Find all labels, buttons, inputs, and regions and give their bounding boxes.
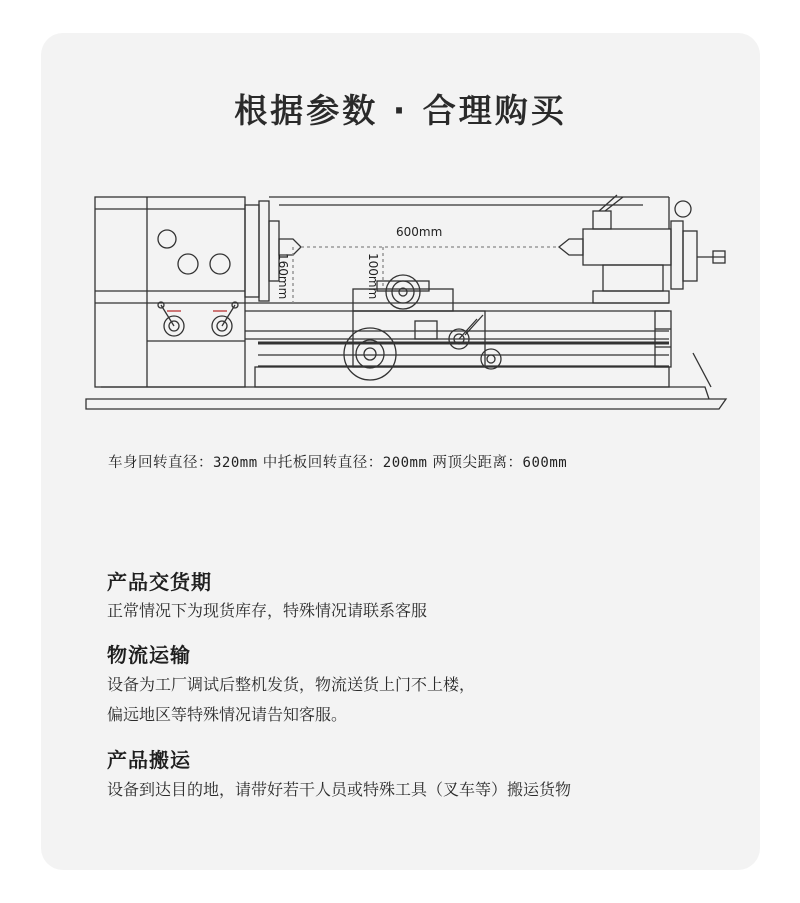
section-title-handling: 产品搬运 [107,748,191,772]
section-text-logistics-1: 设备为工厂调试后整机发货，物流送货上门不上楼， [107,675,476,694]
bed-base [86,399,726,409]
section-text-handling: 设备到达目的地，请带好若干人员或特殊工具（叉车等）搬运货物 [107,780,572,799]
spec1-label: 车身回转直径： [108,455,213,471]
spec3-label: 两顶尖距离： [432,455,523,471]
info-card [41,33,760,870]
handwheel [344,328,396,380]
headstock [95,197,245,387]
section-title-delivery: 产品交货期 [107,570,212,594]
section-title-logistics: 物流运输 [107,643,191,667]
spec2-label: 中托板回转直径： [262,455,383,471]
dim-height-2: 100mm [366,253,380,300]
spec2-value: 200mm [382,455,428,471]
spec-line [108,451,567,472]
dim-height-1: 160mm [276,253,290,300]
lathe-diagram [83,191,733,421]
spec1-value: 320mm [213,455,258,471]
page-title: 根据参数 · 合理购买 [234,91,567,130]
section-text-logistics-2: 偏远地区等特殊情况请告知客服。 [107,705,348,724]
spec3-value: 600mm [522,455,568,471]
dim-length: 600mm [396,225,443,239]
tailstock [583,229,671,265]
section-text-delivery: 正常情况下为现货库存，特殊情况请联系客服 [107,601,428,620]
